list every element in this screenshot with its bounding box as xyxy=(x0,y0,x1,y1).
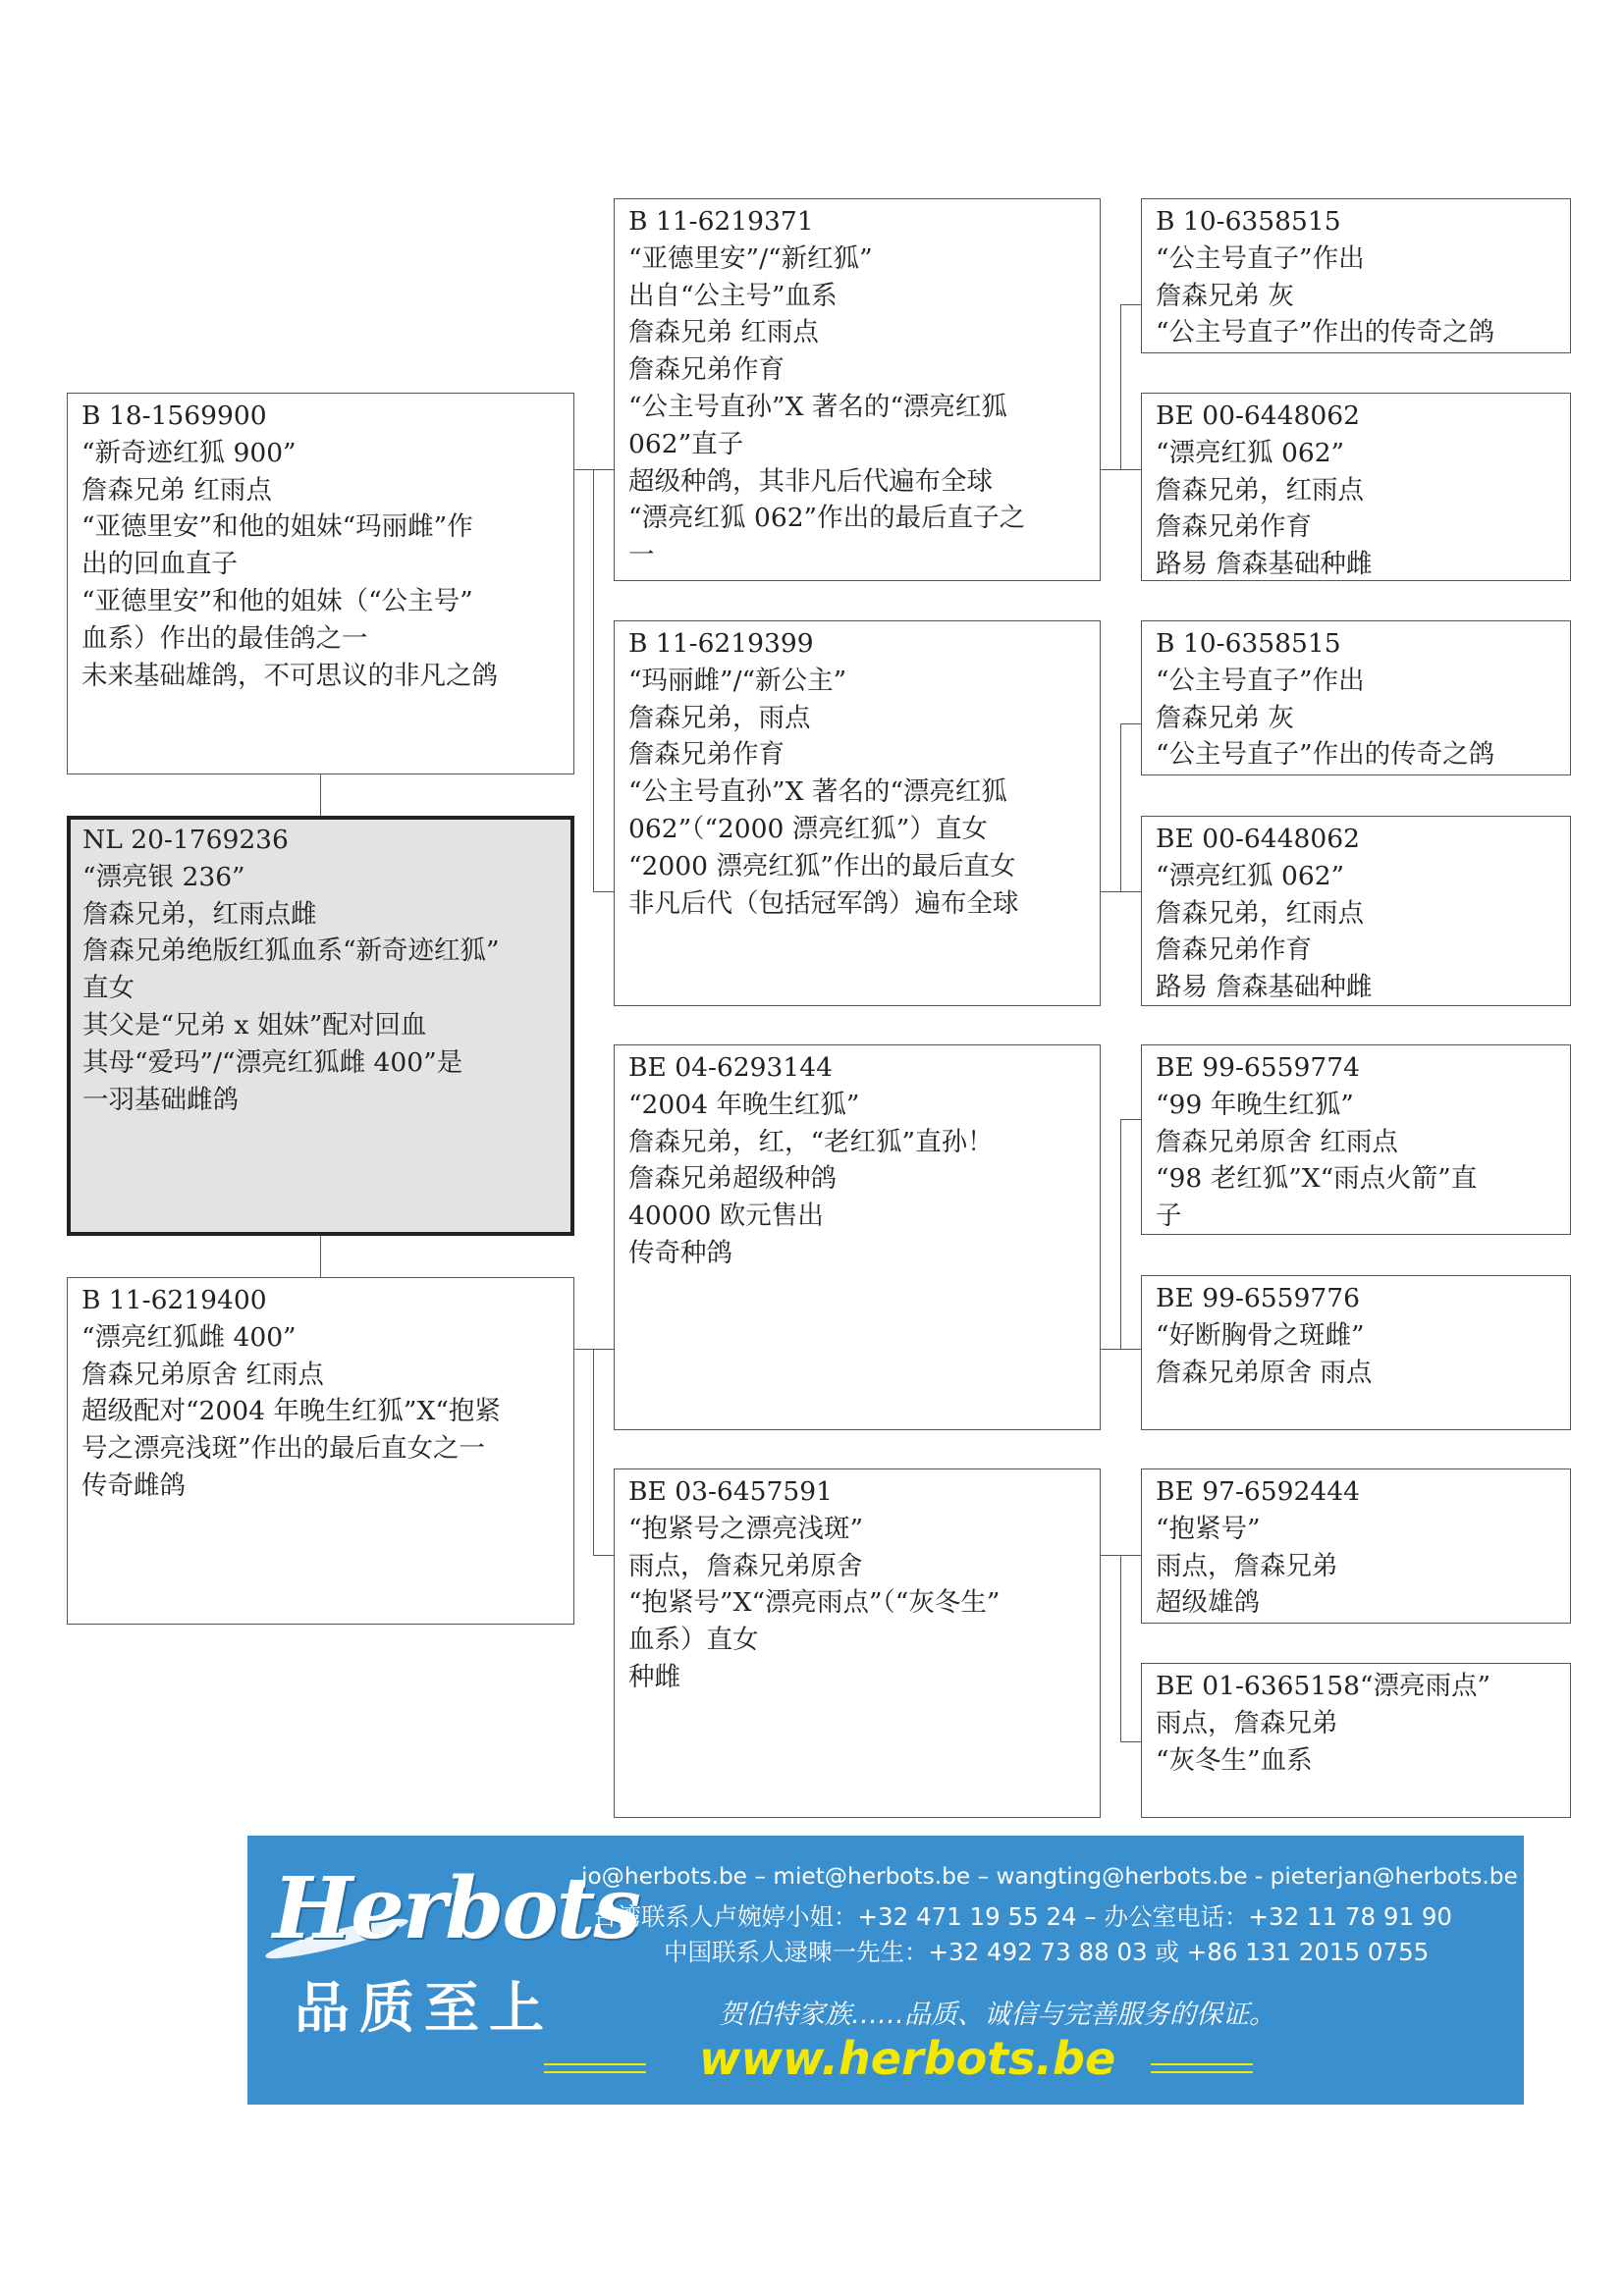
pedigree-line: 超级雄鸽 xyxy=(1156,1587,1260,1619)
connector xyxy=(320,1236,321,1277)
pedigree-line: 传奇种鸽 xyxy=(628,1237,732,1268)
connector xyxy=(1120,723,1121,891)
pedigree-line: B 11-6219399 xyxy=(628,628,814,659)
ds-sire-box xyxy=(1141,1044,1571,1235)
pedigree-line: 詹森兄弟作育 xyxy=(628,354,785,386)
pedigree-line: 出自“公主号”血系 xyxy=(628,280,838,311)
pedigree-line: 詹森兄弟原舍 红雨点 xyxy=(1156,1126,1398,1157)
ss-sire-box xyxy=(1141,198,1571,353)
pedigree-line: BE 97-6592444 xyxy=(1156,1476,1360,1507)
pedigree-line: 詹森兄弟作育 xyxy=(628,739,785,771)
connector xyxy=(593,469,594,891)
pedigree-line: 詹森兄弟，红，“老红狐”直孙！ xyxy=(628,1126,994,1157)
pedigree-line: “2000 漂亮红狐”作出的最后直女 xyxy=(628,850,1016,881)
connector xyxy=(1100,1349,1141,1350)
pedigree-line: 一羽基础雌鸽 xyxy=(82,1084,239,1115)
pedigree-line: 詹森兄弟 灰 xyxy=(1156,280,1294,311)
sd-sire-box xyxy=(1141,620,1571,775)
connector xyxy=(593,891,614,892)
pedigree-line: “公主号直子”作出的传奇之鸽 xyxy=(1156,317,1495,348)
dam-sire-box xyxy=(614,1044,1101,1430)
pedigree-line: BE 04-6293144 xyxy=(628,1052,833,1083)
connector xyxy=(1100,891,1141,892)
herbots-logo: Herbots xyxy=(273,1859,639,1958)
pedigree-line: 詹森兄弟超级种鸽 xyxy=(628,1163,837,1195)
pedigree-line: BE 03-6457591 xyxy=(628,1476,833,1507)
pedigree-line: 雨点，詹森兄弟 xyxy=(1156,1550,1338,1581)
pedigree-line: BE 00-6448062 xyxy=(1156,824,1360,854)
pedigree-line: B 18-1569900 xyxy=(81,400,267,431)
pedigree-line: “公主号直子”作出的传奇之鸽 xyxy=(1156,739,1495,771)
pedigree-line: NL 20-1769236 xyxy=(82,825,289,855)
sd-dam-box xyxy=(1141,816,1571,1006)
pedigree-line: “好断胸骨之斑雌” xyxy=(1156,1319,1365,1351)
connector xyxy=(1120,1741,1141,1742)
pedigree-line: 詹森兄弟，雨点 xyxy=(628,702,811,733)
email-contacts[interactable]: jo@herbots.be – miet@herbots.be – wangting@herbots.be - pieterjan@herbots.be xyxy=(581,1863,1518,1890)
pedigree-line: BE 99-6559774 xyxy=(1156,1052,1360,1083)
pedigree-line: “抱紧号”X“漂亮雨点”（“灰冬生” xyxy=(628,1587,1001,1619)
pedigree-line: BE 01-6365158“漂亮雨点” xyxy=(1156,1671,1491,1701)
pedigree-line: 种雌 xyxy=(628,1661,680,1692)
pedigree-line: 40000 欧元售出 xyxy=(628,1201,824,1232)
pedigree-line: BE 99-6559776 xyxy=(1156,1283,1360,1313)
pedigree-line: “亚德里安”和他的姐妹“玛丽雌”作 xyxy=(81,511,473,543)
pedigree-line: 雨点，詹森兄弟原舍 xyxy=(628,1550,863,1581)
connector xyxy=(320,774,321,816)
pedigree-line: “公主号直孙”X 著名的“漂亮红狐 xyxy=(628,391,1007,422)
pedigree-line: 詹森兄弟，红雨点 xyxy=(1156,897,1364,929)
pedigree-line: 直女 xyxy=(82,973,135,1004)
pedigree-line: 其父是“兄弟 x 姐妹”配对回血 xyxy=(82,1009,427,1041)
connector xyxy=(1120,304,1121,469)
pedigree-line: 一 xyxy=(628,540,655,571)
decorative-line xyxy=(544,2063,646,2065)
pedigree-line: 詹森兄弟作育 xyxy=(1156,511,1312,543)
connector xyxy=(1120,1119,1141,1120)
pedigree-line: 血系）作出的最佳鸽之一 xyxy=(81,622,368,654)
pedigree-line: 子 xyxy=(1156,1201,1182,1232)
pedigree-line: B 10-6358515 xyxy=(1156,206,1341,237)
connector xyxy=(1100,469,1141,470)
pedigree-line: 詹森兄弟作育 xyxy=(1156,934,1312,966)
pedigree-line: “公主号直子”作出 xyxy=(1156,665,1365,696)
connector xyxy=(593,1555,614,1556)
pedigree-line: “漂亮红狐 062” xyxy=(1156,437,1345,468)
pedigree-line: “抱紧号之漂亮浅斑” xyxy=(628,1513,864,1544)
connector xyxy=(1120,1119,1121,1349)
pedigree-line: BE 00-6448062 xyxy=(1156,400,1360,431)
pedigree-line: “亚德里安”/“新红狐” xyxy=(628,242,873,274)
slogan: 品质至上 xyxy=(295,1977,554,2041)
pedigree-line: “2004 年晚生红狐” xyxy=(628,1089,860,1120)
pedigree-line: “灰冬生”血系 xyxy=(1156,1744,1313,1776)
pedigree-line: “亚德里安”和他的姐妹（“公主号” xyxy=(81,585,473,616)
china-contact: 中国联系人逯暕一先生：+32 492 73 88 03 或 +86 131 2015 0755 xyxy=(664,1938,1430,1966)
decorative-line xyxy=(1151,2071,1253,2073)
dd-sire-box xyxy=(1141,1468,1571,1624)
herbots-banner xyxy=(247,1836,1524,2105)
pedigree-line: B 10-6358515 xyxy=(1156,628,1341,659)
pedigree-line: 詹森兄弟绝版红狐血系“新奇迹红狐” xyxy=(82,935,500,967)
pedigree-line: 062”直子 xyxy=(628,428,744,459)
pedigree-line: “公主号直子”作出 xyxy=(1156,242,1365,274)
pedigree-line: 詹森兄弟 灰 xyxy=(1156,702,1294,733)
pedigree-line: “漂亮红狐 062” xyxy=(1156,860,1345,891)
pedigree-line: “玛丽雌”/“新公主” xyxy=(628,665,847,696)
pedigree-line: 詹森兄弟，红雨点雌 xyxy=(82,898,317,930)
pedigree-line: “漂亮银 236” xyxy=(82,861,245,892)
pedigree-line: 詹森兄弟原舍 红雨点 xyxy=(81,1359,324,1390)
pedigree-line: “漂亮红狐 062”作出的最后直子之 xyxy=(628,503,1026,534)
pedigree-line: B 11-6219371 xyxy=(628,206,814,237)
pedigree-line: 062”（“2000 漂亮红狐”）直女 xyxy=(628,813,988,844)
pedigree-line: 血系）直女 xyxy=(628,1625,759,1656)
connector xyxy=(1120,1555,1121,1741)
pedigree-line: “漂亮红狐雌 400” xyxy=(81,1321,297,1353)
pedigree-line: 詹森兄弟 红雨点 xyxy=(628,317,819,348)
connector xyxy=(1120,723,1141,724)
pedigree-line: 非凡后代（包括冠军鸽）遍布全球 xyxy=(628,887,1019,919)
dam-dam-box xyxy=(614,1468,1101,1818)
pedigree-line: 传奇雌鸽 xyxy=(81,1469,186,1501)
pedigree-line: 其母“爱玛”/“漂亮红狐雌 400”是 xyxy=(82,1046,463,1078)
pedigree-line: 詹森兄弟 红雨点 xyxy=(81,474,272,506)
pedigree-line: 未来基础雄鸽，不可思议的非凡之鸽 xyxy=(81,660,498,691)
pedigree-line: 詹森兄弟，红雨点 xyxy=(1156,474,1364,506)
connector xyxy=(1120,304,1141,305)
subject-box xyxy=(67,816,574,1236)
sire-dam-box xyxy=(614,620,1101,1006)
sire-sire-box xyxy=(614,198,1101,581)
dd-dam-box xyxy=(1141,1663,1571,1818)
dam-box xyxy=(67,1277,574,1625)
sire-box xyxy=(67,393,574,774)
pedigree-line: 路易 詹森基础种雌 xyxy=(1156,549,1373,580)
pedigree-line: “公主号直孙”X 著名的“漂亮红狐 xyxy=(628,776,1007,808)
decorative-line xyxy=(1151,2063,1253,2065)
pedigree-line: “99 年晚生红狐” xyxy=(1156,1089,1354,1120)
connector xyxy=(593,1349,594,1555)
pedigree-line: 号之漂亮浅斑”作出的最后直女之一 xyxy=(81,1433,486,1465)
tagline: 贺伯特家族……品质、诚信与完善服务的保证。 xyxy=(719,2000,1275,2030)
website-link[interactable]: www.herbots.be xyxy=(699,2032,1116,2085)
pedigree-line: 超级种鸽，其非凡后代遍布全球 xyxy=(628,465,993,497)
ds-dam-box xyxy=(1141,1275,1571,1430)
pedigree-line: 雨点，詹森兄弟 xyxy=(1156,1707,1338,1738)
pedigree-line: “98 老红狐”X“雨点火箭”直 xyxy=(1156,1163,1478,1195)
ss-dam-box xyxy=(1141,393,1571,581)
pedigree-line: “新奇迹红狐 900” xyxy=(81,437,297,468)
decorative-line xyxy=(544,2071,646,2073)
taiwan-contact: 台湾联系人卢婉婷小姐：+32 471 19 55 24 – 办公室电话：+32 11 78 91 90 xyxy=(593,1902,1453,1931)
pedigree-line: “抱紧号” xyxy=(1156,1513,1261,1544)
pedigree-line: B 11-6219400 xyxy=(81,1285,267,1315)
pedigree-line: 出的回血直子 xyxy=(81,549,238,580)
pedigree-line: 詹森兄弟原舍 雨点 xyxy=(1156,1357,1373,1388)
pedigree-line: 超级配对“2004 年晚生红狐”X“抱紧 xyxy=(81,1396,501,1427)
pedigree-line: 路易 詹森基础种雌 xyxy=(1156,972,1373,1003)
